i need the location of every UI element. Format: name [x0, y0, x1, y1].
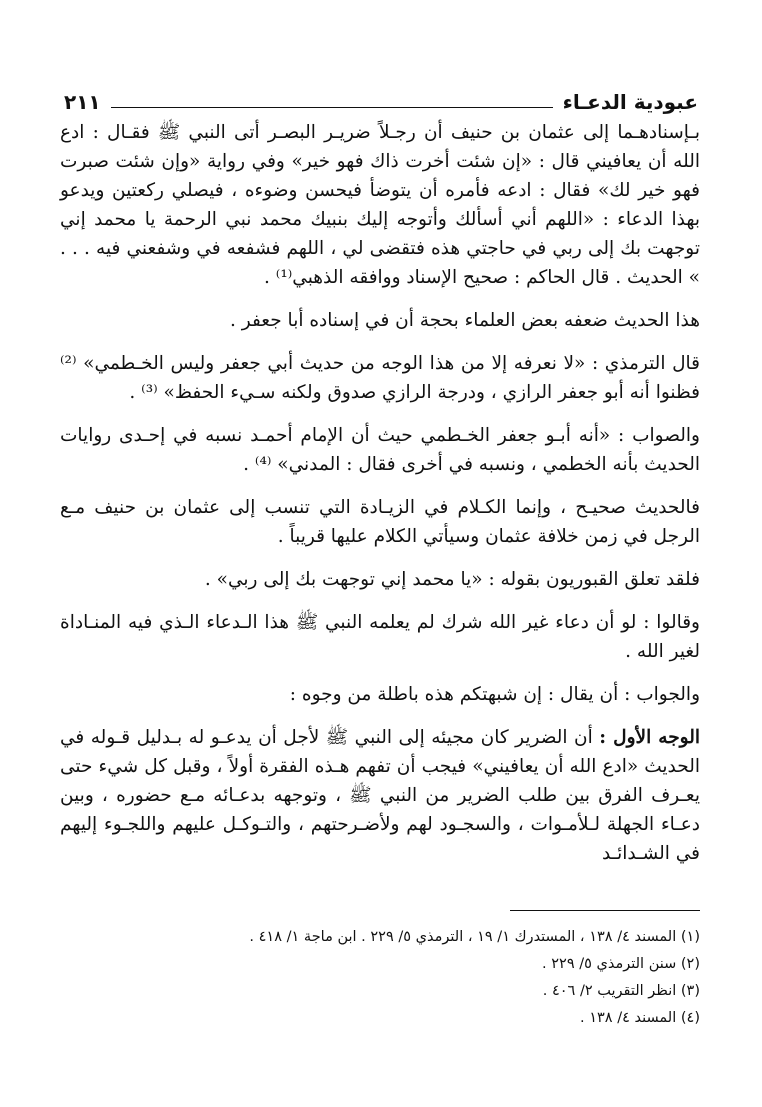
page-number: ٢١١ [64, 90, 101, 114]
first-aspect-text: أن الضرير كان مجيئه إلى النبي ﷺ لأجل أن يدعـو له بـدليل قـوله في الحديث «ادع الله أن يعافيني» فيجب أن تفهم هـذه الفقرة أولاً ، وقبل كل شيء حتى يعـرف الفرق بين طلب الضرير من النبي ﷺ ، وتوجهه بدعـائه مـع حضوره ، وبين دعـاء الجهلة لـلأمـوات ، والسجـود لهم ولأضـرحتهم ، والتـوكـل عليهم واللجـوء إليهم في الشـدائـد [60, 727, 700, 864]
paragraph-objection: وقالوا : لو أن دعاء غير الله شرك لم يعلمه النبي ﷺ هذا الـدعاء الـذي فيه المنـاداة لغير الله . [60, 612, 700, 662]
header-rule [111, 107, 553, 108]
footnote-2: (٢) سنن الترمذي ٥/ ٢٢٩ . [542, 956, 700, 972]
paragraph-answer: والجواب : أن يقال : إن شبهتكم هذه باطلة من وجوه : [289, 684, 700, 705]
paragraph-first-aspect [60, 723, 700, 868]
paragraph-authentic: فالحديث صحيـح ، وإنما الكـلام في الزيـادة التي تنسب إلى عثمان بن حنيف مـع الرجل في زمن خلافة عثمان وسيأتي الكلام عليها قريباً . [60, 497, 700, 547]
first-aspect-label: الوجه الأول : [599, 727, 700, 748]
footnotes [60, 924, 700, 1032]
footnote-separator [510, 910, 700, 911]
footnote-3: (٣) انظر التقريب ٢/ ٤٠٦ . [542, 983, 700, 999]
paragraph-weakness: هذا الحديث ضعفه بعض العلماء بحجة أن في إسناده أبا جعفر . [229, 310, 700, 331]
page-header [64, 78, 698, 114]
footnote-4: (٤) المسند ٤/ ١٣٨ . [580, 1010, 700, 1026]
paragraph-hadith: بـإسنادهـما إلى عثمان بن حنيف أن رجـلاً ضريـر البصـر أتى النبي ﷺ فقـال : ادع الله أن يعافيني قال : «إن شئت أخرت ذاك فهو خير» وفي رواية «وإن شئت صبرت فهو خير لك» فقال : ادعه فأمره أن يتوضأ فيحسن وضوءه ، فيصلي ركعتين ويدعو بهذا الدعاء : «اللهم أني أسألك وأتوجه إليك بنبيك محمد نبي الرحمة يا محمد إني توجهت بك إلى ربي في حاجتي هذه فتقضى لي ، اللهم فشفعه في وشفعني فيه . . . » الحديث . قال الحاكم : صحيح الإسناد ووافقه الذهبي⁽¹⁾ . [60, 122, 700, 288]
paragraph-correction: والصواب : «أنه أبـو جعفر الخـطمي حيث أن الإمام أحمـد نسبه في إحـدى روايات الحديث بأنه الخطمي ، ونسبه في أخرى فقال : المدني» ⁽⁴⁾ . [60, 425, 700, 475]
main-text [60, 118, 700, 882]
footnote-1: (١) المسند ٤/ ١٣٨ ، المستدرك ١/ ١٩ ، الترمذي ٥/ ٢٢٩ . ابن ماجة ١/ ٤١٨ . [249, 929, 700, 945]
paragraph-graveyard-claim: فلقد تعلق القبوريون بقوله : «يا محمد إني توجهت بك إلى ربي» . [204, 569, 700, 590]
running-title: عبودية الدعـاء [562, 90, 698, 114]
paragraph-tirmidhi: قال الترمذي : «لا نعرفه إلا من هذا الوجه من حديث أبي جعفر وليس الخـطمي» ⁽²⁾ فظنوا أنه أبو جعفر الرازي ، ودرجة الرازي صدوق ولكنه سـيء الحفظ» ⁽³⁾ . [60, 353, 700, 403]
